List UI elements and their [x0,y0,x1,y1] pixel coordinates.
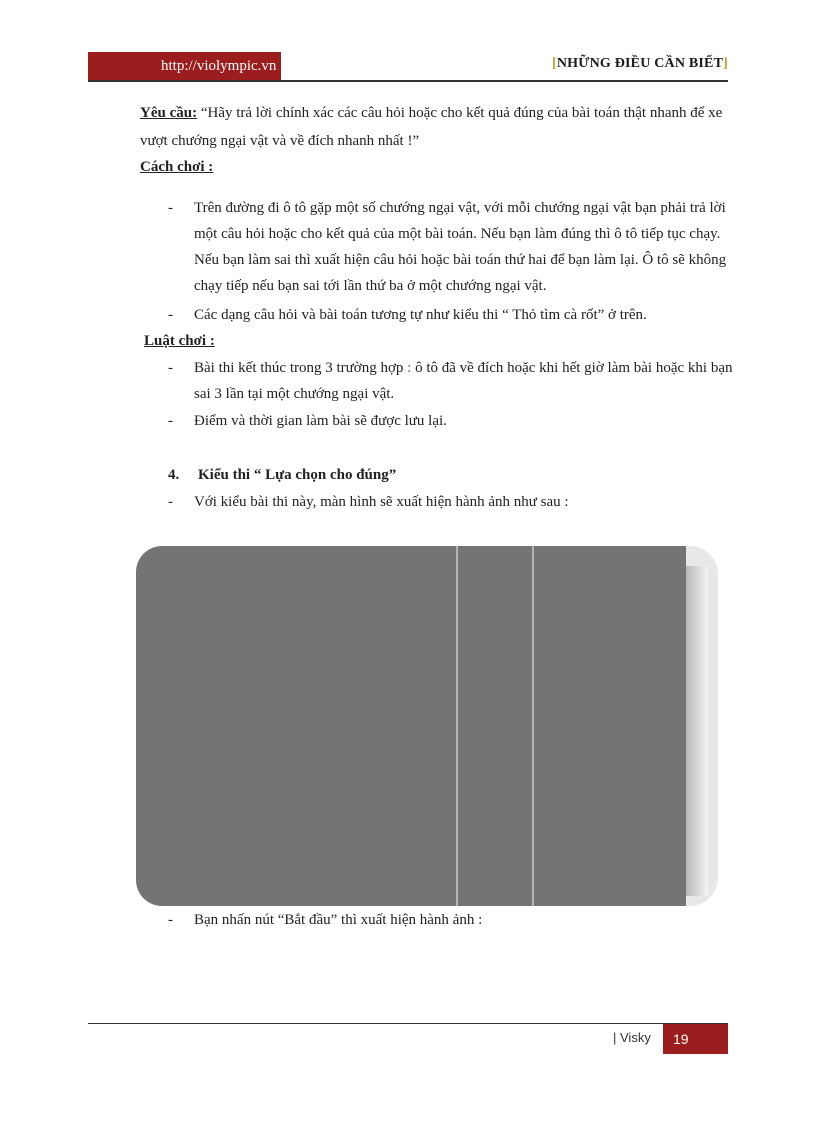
footer-label: | Visky [613,1030,651,1045]
rules-item-2: Điểm và thời gian làm bài sẽ được lưu lại. [194,413,447,429]
section-4-title: Kiểu thi “ Lựa chọn cho đúng” [198,467,397,483]
screenshot-image [136,546,686,906]
screenshot-divider-2 [532,546,534,906]
rules-heading: Luật chơi : [144,333,215,349]
section-4-line-1: Với kiểu bài thi này, màn hình sẽ xuất hiện hành ảnh như sau : [194,494,569,510]
page-number: 19 [663,1024,728,1054]
bracket-close: ] [723,56,728,71]
header-section-title [552,56,728,72]
rules-item-1-text-a: Bài thi kết thúc trong 3 trường hợp [194,360,408,376]
list-dash: - [168,912,173,928]
rules-item-1-line-1 [194,355,733,381]
list-dash: - [168,200,173,216]
how-to-play-item-1-line-2: một câu hỏi hoặc cho kết quả của một bài toán. Nếu bạn làm đúng thì ô tô tiếp tục chạy. [194,226,721,242]
screenshot-shadow [686,566,708,896]
requirement-text-1: “Hãy trả lời chính xác các câu hỏi hoặc cho kết quả đúng của bài toán thật nhanh để xe [197,105,723,121]
header-rule [88,80,728,82]
how-to-play-heading: Cách chơi : [140,159,214,175]
requirement-line-1 [140,100,728,126]
rules-item-1-text-b: ô tô đã về đích hoặc khi hết giờ làm bài hoặc khi bạn [411,360,733,376]
how-to-play-item-1-line-3: Nếu bạn làm sai thì xuất hiện câu hỏi hoặc bài toán thứ hai để bạn làm lại. Ô tô sẽ không [194,252,727,268]
how-to-play-item-1-line-1: Trên đường đi ô tô gặp một số chướng ngại vật, với mỗi chướng ngại vật bạn phải trả lời [194,200,726,216]
rules-item-1-colon: : [407,360,412,376]
footer-rule [88,1023,728,1024]
how-to-play-item-1-line-4: chạy tiếp nếu bạn sai tới lần thứ ba ở một chướng ngại vật. [194,278,547,294]
list-dash: - [168,494,173,510]
list-dash: - [168,413,173,429]
rules-item-1-line-2: sai 3 lần tại một chướng ngại vật. [194,386,395,402]
section-4-line-2: Bạn nhấn nút “Bắt đầu” thì xuất hiện hành ảnh : [194,912,483,928]
section-4-number: 4. [168,467,180,483]
header-site-url: http://violympic.vn [88,52,281,80]
requirement-line-2: vượt chướng ngại vật và về đích nhanh nhất !” [140,133,420,149]
requirement-label: Yêu cầu: [140,105,198,121]
how-to-play-item-2: Các dạng câu hỏi và bài toán tương tự như kiểu thi “ Thỏ tìm cà rốt” ở trên. [194,307,647,323]
bracket-open: [ [552,56,557,71]
list-dash: - [168,360,173,376]
list-dash: - [168,307,173,323]
section-title-text: NHỮNG ĐIỀU CẦN BIẾT [556,56,724,71]
screenshot-divider-1 [456,546,458,906]
